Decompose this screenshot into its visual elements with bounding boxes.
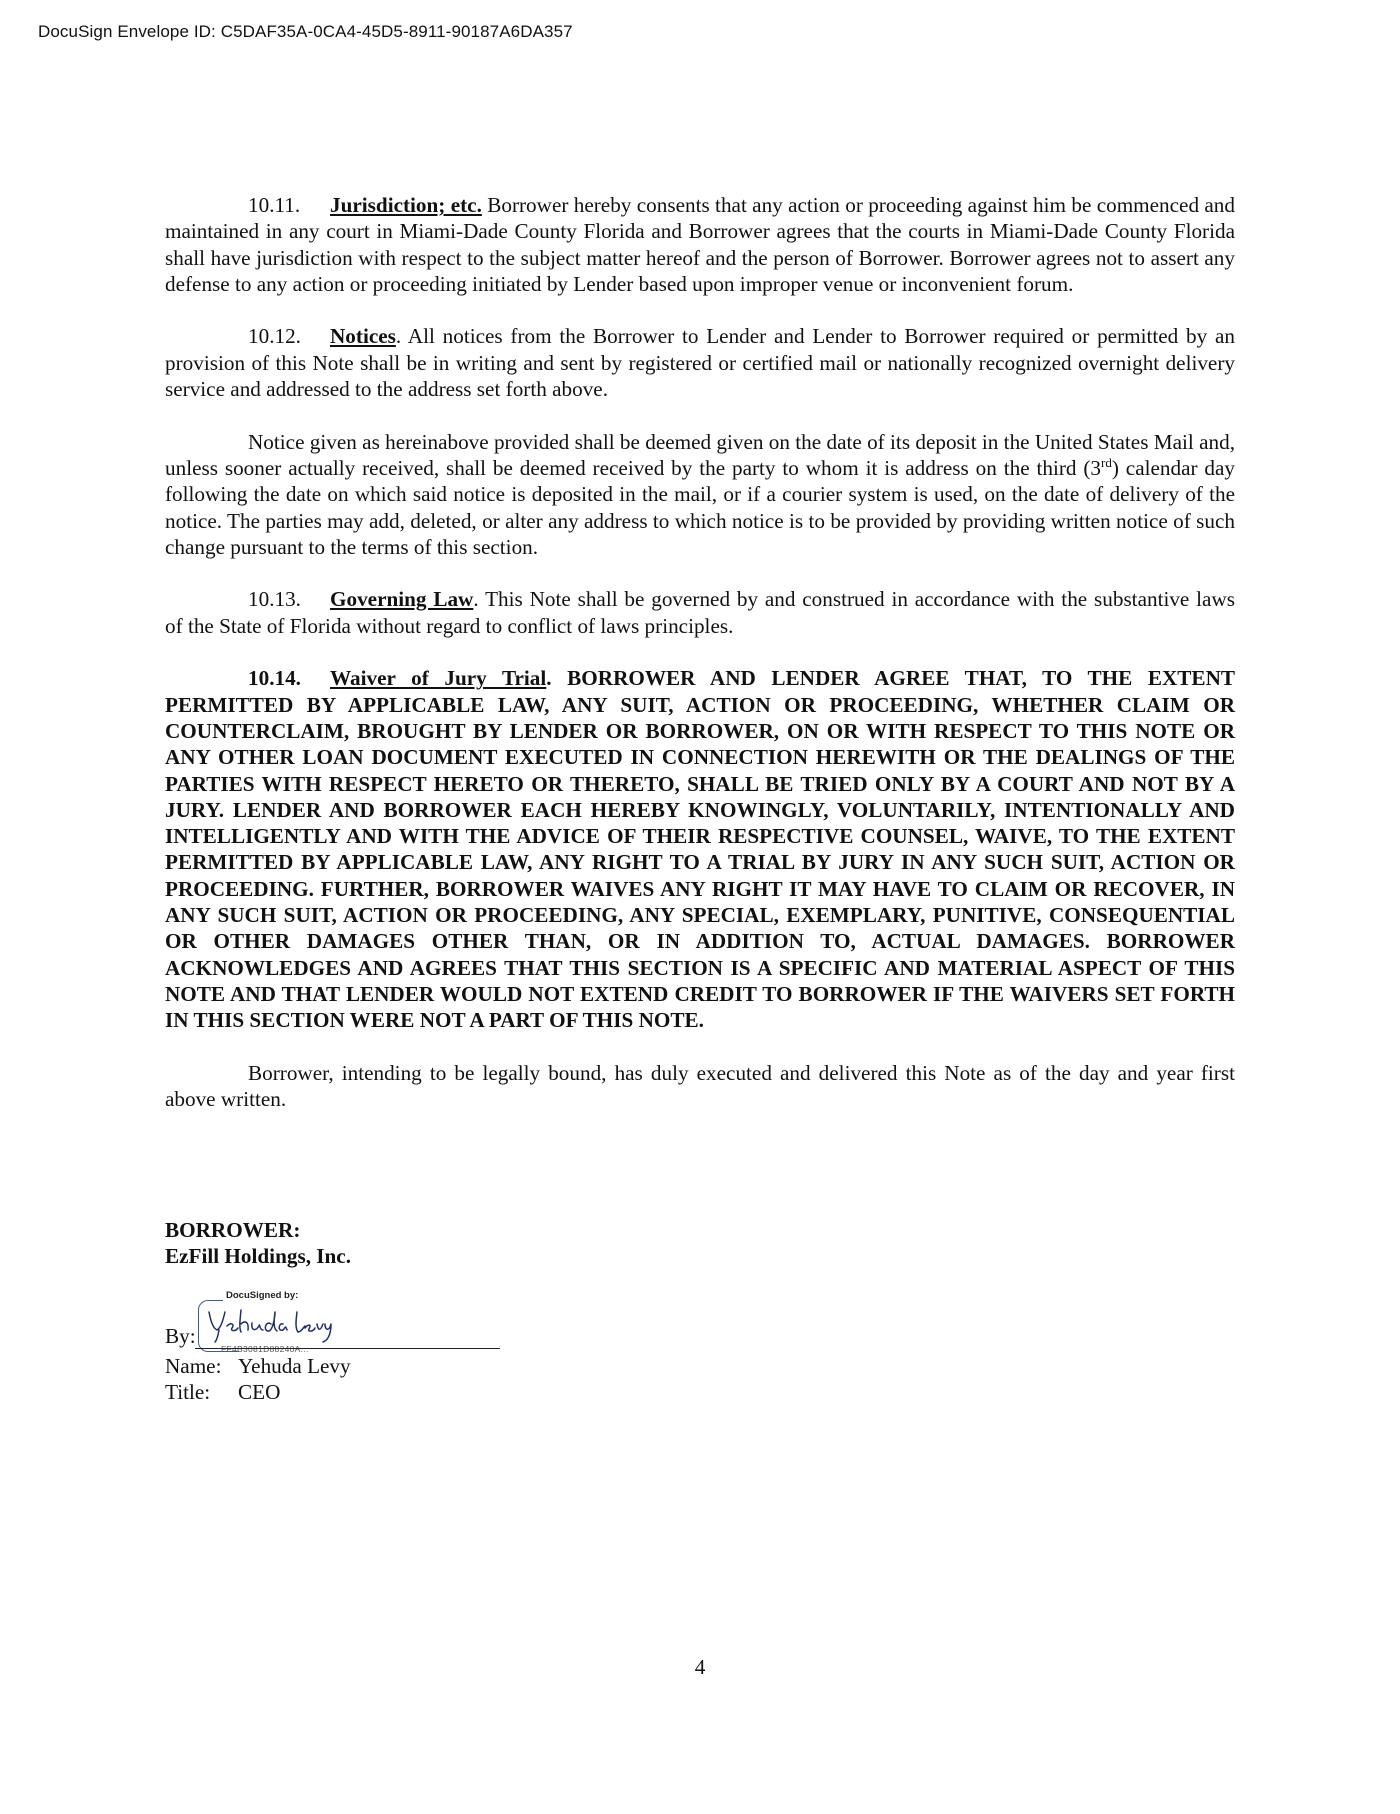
section-number: 10.13. (248, 587, 301, 612)
section-heading: Governing Law (330, 587, 474, 612)
closing-text: Borrower, intending to be legally bound, has duly executed and delivered this Note as of the day and year first above written. (165, 1060, 1235, 1112)
section-heading: Jurisdiction; etc. (330, 193, 482, 217)
title-label: Title: (165, 1380, 211, 1405)
section-number: 10.12. (248, 324, 301, 349)
docusign-envelope-id: DocuSign Envelope ID: C5DAF35A-0CA4-45D5-8911-90187A6DA357 (38, 22, 573, 41)
document-body (165, 192, 1235, 1139)
section-body: . All notices from the Borrower to Lender and Lender to Borrower required or permitted by an provision of this Note shall be in writing and sent by registered or certified mail or nationally recognized overnight delivery service and addressed to the address set forth above. (165, 324, 1235, 402)
docusigned-by-label: DocuSigned by: (223, 1290, 301, 1301)
signature-block (165, 1217, 765, 1270)
company-name: EzFill Holdings, Inc. (165, 1244, 352, 1269)
section-10-12 (165, 323, 1235, 402)
docusign-id: FF4B3081D88240A... (221, 1344, 309, 1354)
handwritten-signature (205, 1304, 335, 1344)
signer-details (165, 1353, 351, 1406)
signature-line (165, 1290, 505, 1356)
name-value: Yehuda Levy (238, 1354, 351, 1378)
name-label: Name: (165, 1354, 222, 1378)
section-number: 10.11. (248, 193, 301, 217)
section-heading: Notices (330, 324, 396, 349)
title-value: CEO (238, 1380, 281, 1405)
section-heading: Waiver of Jury Trial (330, 666, 547, 691)
notice-text-before: Notice given as hereinabove provided shall be deemed given on the date of its deposit in the United States Mail and, unless sooner actually received, shall be deemed received by the party to whom it is address on the third (3 (165, 429, 1235, 480)
signature-rule (195, 1348, 500, 1349)
section-body: . BORROWER AND LENDER AGREE THAT, TO THE EXTENT PERMITTED BY APPLICABLE LAW, ANY SUIT, ACTION OR PROCEEDING, WHETHER CLAIM OR COUNTERCLAIM, BROUGHT BY LENDER OR BORROWER, ON OR WITH RESPECT TO THIS NOTE OR ANY OTHER LOAN DOCUMENT EXECUTED IN CONNECTION HEREWITH OR THE DEALINGS OF THE PARTIES WITH RESPECT HERETO OR THERETO, SHALL BE TRIED ONLY BY A COURT AND NOT BY A JURY. LENDER AND BORROWER EACH HEREBY KNOWINGLY, VOLUNTARILY, INTENTIONALLY AND INTELLIGENTLY AND WITH THE ADVICE OF THEIR RESPECTIVE COUNSEL, WAIVE, TO THE EXTENT PERMITTED BY APPLICABLE LAW, ANY RIGHT TO A TRIAL BY JURY IN ANY SUCH SUIT, ACTION OR PROCEEDING. FURTHER, BORROWER WAIVES ANY RIGHT IT MAY HAVE TO CLAIM OR RECOVER, IN ANY SUCH SUIT, ACTION OR PROCEEDING, ANY SPECIAL, EXEMPLARY, PUNITIVE, CONSEQUENTIAL OR OTHER DAMAGES OTHER THAN, OR IN ADDITION TO, ACTUAL DAMAGES. BORROWER ACKNOWLEDGES AND AGREES THAT THIS SECTION IS A SPECIFIC AND MATERIAL ASPECT OF THIS NOTE AND THAT LENDER WOULD NOT EXTEND CREDIT TO BORROWER IF THE WAIVERS SET FORTH IN THIS SECTION WERE NOT A PART OF THIS NOTE. (165, 666, 1235, 1033)
notice-text-after: ) calendar day following the date on which said notice is deposited in the mail, or if a courier system is used, on the date of delivery of the notice. The parties may add, deleted, or alter any address to which notice is to be provided by providing written notice of such change pursuant to the terms of this section. (165, 455, 1235, 559)
party-label: BORROWER: (165, 1218, 301, 1242)
section-body: Borrower hereby consents that any action or proceeding against him be commenced and maintained in any court in Miami-Dade County Florida and Borrower agrees that the courts in Miami-Dade County Florida shall have jurisdiction with respect to the subject matter hereof and the person of Borrower. Borrower agrees not to assert any defense to any action or proceeding initiated by Lender based upon improper venue or inconvenient forum. (165, 193, 1235, 296)
closing-paragraph (165, 1060, 1235, 1113)
title-row (165, 1379, 351, 1405)
notice-superscript: rd (1101, 454, 1112, 470)
section-10-11 (165, 192, 1235, 297)
section-body: . This Note shall be governed by and construed in accordance with the substantive laws of the State of Florida without regard to conflict of laws principles. (165, 587, 1235, 638)
section-10-13 (165, 586, 1235, 639)
section-number: 10.14. (248, 666, 301, 691)
section-10-14 (165, 665, 1235, 1033)
name-row (165, 1353, 351, 1379)
by-label: By: (165, 1324, 196, 1348)
page-number: 4 (694, 1655, 706, 1679)
signature-stroke (209, 1310, 331, 1342)
notice-paragraph (165, 429, 1235, 560)
